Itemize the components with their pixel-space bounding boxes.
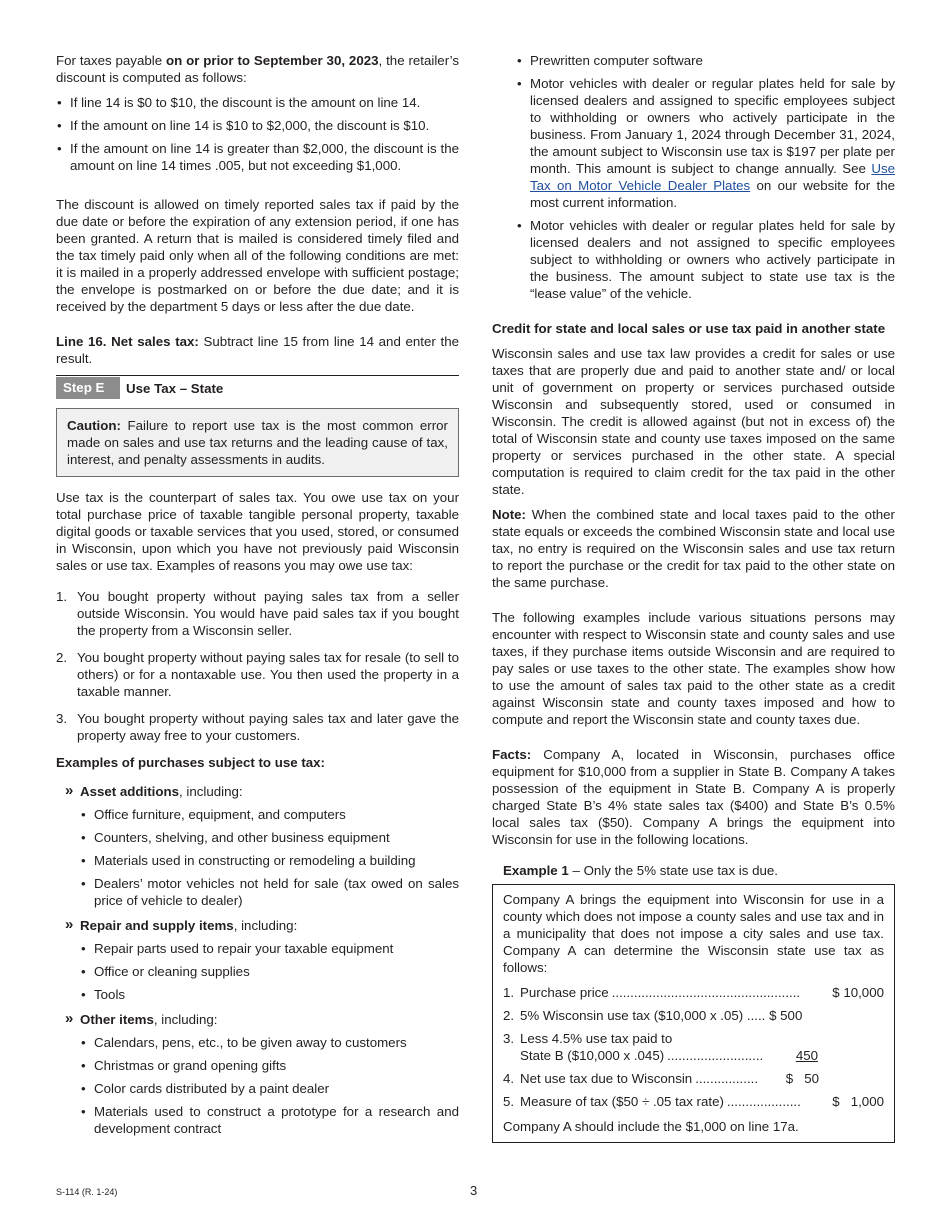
left-column [56,52,459,1145]
calculation-list [503,984,884,1110]
examples-heading: Examples of purchases subject to use tax: [56,755,325,770]
calc-line-1: 1. Purchase price ................................................... $ 10,000 [503,985,884,1000]
chevron-right-icon: » [65,916,74,933]
dealer-plates-link[interactable]: Use Tax on Motor Vehicle Dealer Plates [530,161,895,193]
calc-line-4: 4. Net use tax due to Wisconsin ................. $ 50 [503,1071,819,1086]
list-item: 1. You bought property without paying sales tax from a seller outside Wisconsin. You would have paid sales tax if you bought the property from a Wisconsin seller. [56,589,459,638]
list-item: • Materials used to construct a prototype for a research and development contract [80,1103,459,1137]
list-item: • Office furniture, equipment, and computers [80,806,459,823]
example-1-box [492,884,895,1143]
example-1-conclusion: Company A should include the $1,000 on line 17a. [503,1119,799,1134]
calc-line-5: 5. Measure of tax ($50 ÷ .05 tax rate) .................... $ 1,000 [503,1094,884,1109]
list-item: • If the amount on line 14 is greater than $2,000, the discount is the amount on line 14 times .005, but not exceeding $1,000. [56,140,459,174]
group-asset-additions: » Asset additions, including: [65,782,243,799]
chevron-right-icon: » [65,1010,74,1027]
asset-additions-list [56,806,459,909]
list-item: • Color cards distributed by a paint dealer [80,1080,459,1097]
right-column [492,52,895,1143]
list-item: • Office or cleaning supplies [80,963,459,980]
chevron-right-icon: » [65,782,74,799]
discount-paragraph: The discount is allowed on timely reported sales tax if paid by the due date or before the expiration of any extension period, if one has been granted. A return that is mailed is considered timely filed and the tax timely paid only when all of the following conditions are met: it is mailed in a properly addressed envelope with sufficient postage; the envelope is postmarked on or before the due date; and it is received by the department 5 days or less after the due date. [56,197,459,314]
discount-intro: For taxes payable on or prior to September 30, 2023, the retailer’s discount is computed as follows: [56,53,459,85]
list-item: • Christmas or grand opening gifts [80,1057,459,1074]
example-1-paragraph: Company A brings the equipment into Wisconsin for use in a county which does not impose a county sales and use tax and in a municipality that does not impose a city sales and use tax. Company A can determine the Wisconsin state use tax as follows: [503,892,884,975]
caution-box: Caution: Failure to report use tax is the most common error made on sales and use tax returns and the leading cause of tax, interest, and penalty assessments in audits. [56,408,459,477]
examples-intro-paragraph: The following examples include various situations persons may encounter with respect to Wisconsin state and county sales and use taxes, if they purchase items outside Wisconsin and are required to pay sales or use taxes to the other state. The examples show how to use the amount of sales tax paid to the other state as a credit against Wisconsin state and county taxes imposed and how to compute and report the Wisconsin state and county taxes due. [492,610,895,727]
calc-line-3: 3. Less 4.5% use tax paid to State B ($10,000 x .045) .......................... 450 [503,1031,818,1063]
list-item: • Dealers’ motor vehicles not held for sale (tax owed on sales price of vehicle to dealer) [80,875,459,909]
credit-paragraph: Wisconsin sales and use tax law provides a credit for sales or use taxes that are properly due and paid to another state and/ or local unit of government on property or services purchased outside Wisconsin and subsequently stored, used or consumed in Wisconsin. The credit is allowed against (but not in excess of) the total of Wisconsin state and county use taxes imposed on the same property or services purchased in the other state. A special computation is required to claim credit for the tax paid in the other state. [492,346,895,497]
use-tax-paragraph: Use tax is the counterpart of sales tax. You owe use tax on your total purchase price of taxable tangible personal property, taxable digital goods or taxable services that you used, stored, or consumed in Wisconsin, upon which you have not previously paid Wisconsin sales or use tax. Examples of reasons you may owe use tax: [56,490,459,573]
form-code: S-114 (R. 1-24) [56,1187,118,1197]
list-item: • Tools [80,986,459,1003]
step-title: Use Tax – State [126,380,224,396]
list-item: • Materials used in constructing or remodeling a building [80,852,459,869]
list-item: • Calendars, pens, etc., to be given away to customers [80,1034,459,1051]
group-repair-supply: » Repair and supply items, including: [65,916,298,933]
list-item: • If line 14 is $0 to $10, the discount is the amount on line 14. [56,94,459,111]
group-other-items: » Other items, including: [65,1010,218,1027]
list-item: • Counters, shelving, and other business equipment [80,829,459,846]
list-item: 3. You bought property without paying sales tax and later gave the property away free to your customers. [56,711,459,743]
list-item: 2. You bought property without paying sales tax for resale (to sell to others) or for a nontaxable use. You then used the property in a taxable manner. [56,650,459,699]
note-paragraph: Note: When the combined state and local taxes paid to the other state equals or exceeds the combined Wisconsin state and local use tax, no entry is required on the Wisconsin sales and use tax return to report the purchase or the credit for tax paid to the other state on the same purchase. [492,507,895,590]
calc-line-2: 2. 5% Wisconsin use tax ($10,000 x .05) ..... $ 500 [503,1008,803,1023]
list-item: • Motor vehicles with dealer or regular plates held for sale by licensed dealers and assigned to specific employees subject to withholding or owners who actively participate in the business. From January 1, 2024 through December 31, 2024, the amount subject to Wisconsin use tax is $197 per plate per month. This amount is subject to change annually. See Use Tax on Motor Vehicle Dealer Plates on our website for the most current information. [516,75,895,211]
vehicle-list [492,52,895,302]
list-item: • Repair parts used to repair your taxable equipment [80,940,459,957]
list-item: • Prewritten computer software [516,52,895,69]
reasons-list [56,588,459,744]
page-number: 3 [470,1183,478,1198]
discount-list [56,94,459,174]
list-item: • If the amount on line 14 is $10 to $2,000, the discount is $10. [56,117,459,134]
line16-paragraph: Line 16. Net sales tax: Subtract line 15 from line 14 and enter the result. [56,334,459,366]
other-items-list [56,1034,459,1137]
example-1-label: Example 1 – Only the 5% state use tax is due. [503,863,778,878]
step-tag: Step E [56,377,120,399]
facts-paragraph: Facts: Company A, located in Wisconsin, purchases office equipment for $10,000 from a supplier in State B. Company A takes possession of the equipment in State B. Company A is properly charged State B’s 4% state sales tax ($400) and State B’s 0.5% local sales tax ($50). Company A brings the equipment into Wisconsin for use in the following locations. [492,747,895,847]
step-e-header [56,375,459,400]
credit-heading: Credit for state and local sales or use tax paid in another state [492,321,886,336]
list-item: • Motor vehicles with dealer or regular plates held for sale by licensed dealers and not assigned to specific employees subject to withholding or owners who actively participate in the business. The amount subject to state use tax is the “lease value” of the vehicle. [516,217,895,302]
repair-supply-list [56,940,459,1003]
